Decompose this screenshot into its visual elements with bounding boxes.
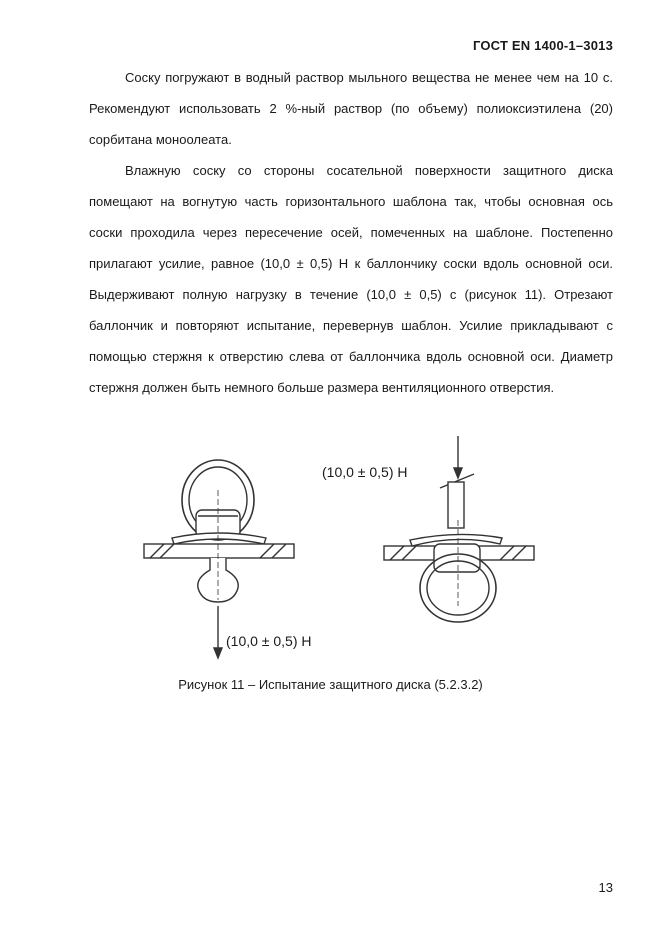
paragraph-2 <box>89 155 613 403</box>
figure-caption: Рисунок 11 – Испытание защитного диска (5.2.3.2) <box>178 677 483 692</box>
paragraph-2-text: Влажную соску со стороны сосательной поверхности защитного диска помещают на вогнутую часть горизонтального шаблона так, чтобы основная ось соски проходила через пересечение осей, помеченных на шаблоне. Постепенно прилагают усилие, равное (10,0 ± 0,5) Н к баллончику соски вдоль основной оси. Выдерживают полную нагрузку в течение (10,0 ± 0,5) с (рисунок 11). Отрезают баллончик и повторяют испытание, перевернув шаблон. Усилие прикладывают с помощью стержня к отверстию слева от баллончика вдоль основной оси. Диаметр стержня должен быть немного больше размера вентиляционного отверстия. <box>89 163 613 395</box>
left-force-label: (10,0 ± 0,5) Н <box>226 633 312 649</box>
paragraph-1 <box>89 62 613 155</box>
page-number: 13 <box>598 880 613 895</box>
left-pacifier-drawing <box>144 460 294 658</box>
paragraph-1-text: Соску погружают в водный раствор мыльного вещества не менее чем на 10 с. Рекомендуют использовать 2 %-ный раствор (по объему) полиоксиэтилена (20) сорбитана моноолеата. <box>89 70 613 147</box>
document-header: ГОСТ EN 1400-1–3013 <box>472 38 613 53</box>
right-force-label: (10,0 ± 0,5) Н <box>322 464 408 480</box>
figure-11 <box>140 430 560 660</box>
